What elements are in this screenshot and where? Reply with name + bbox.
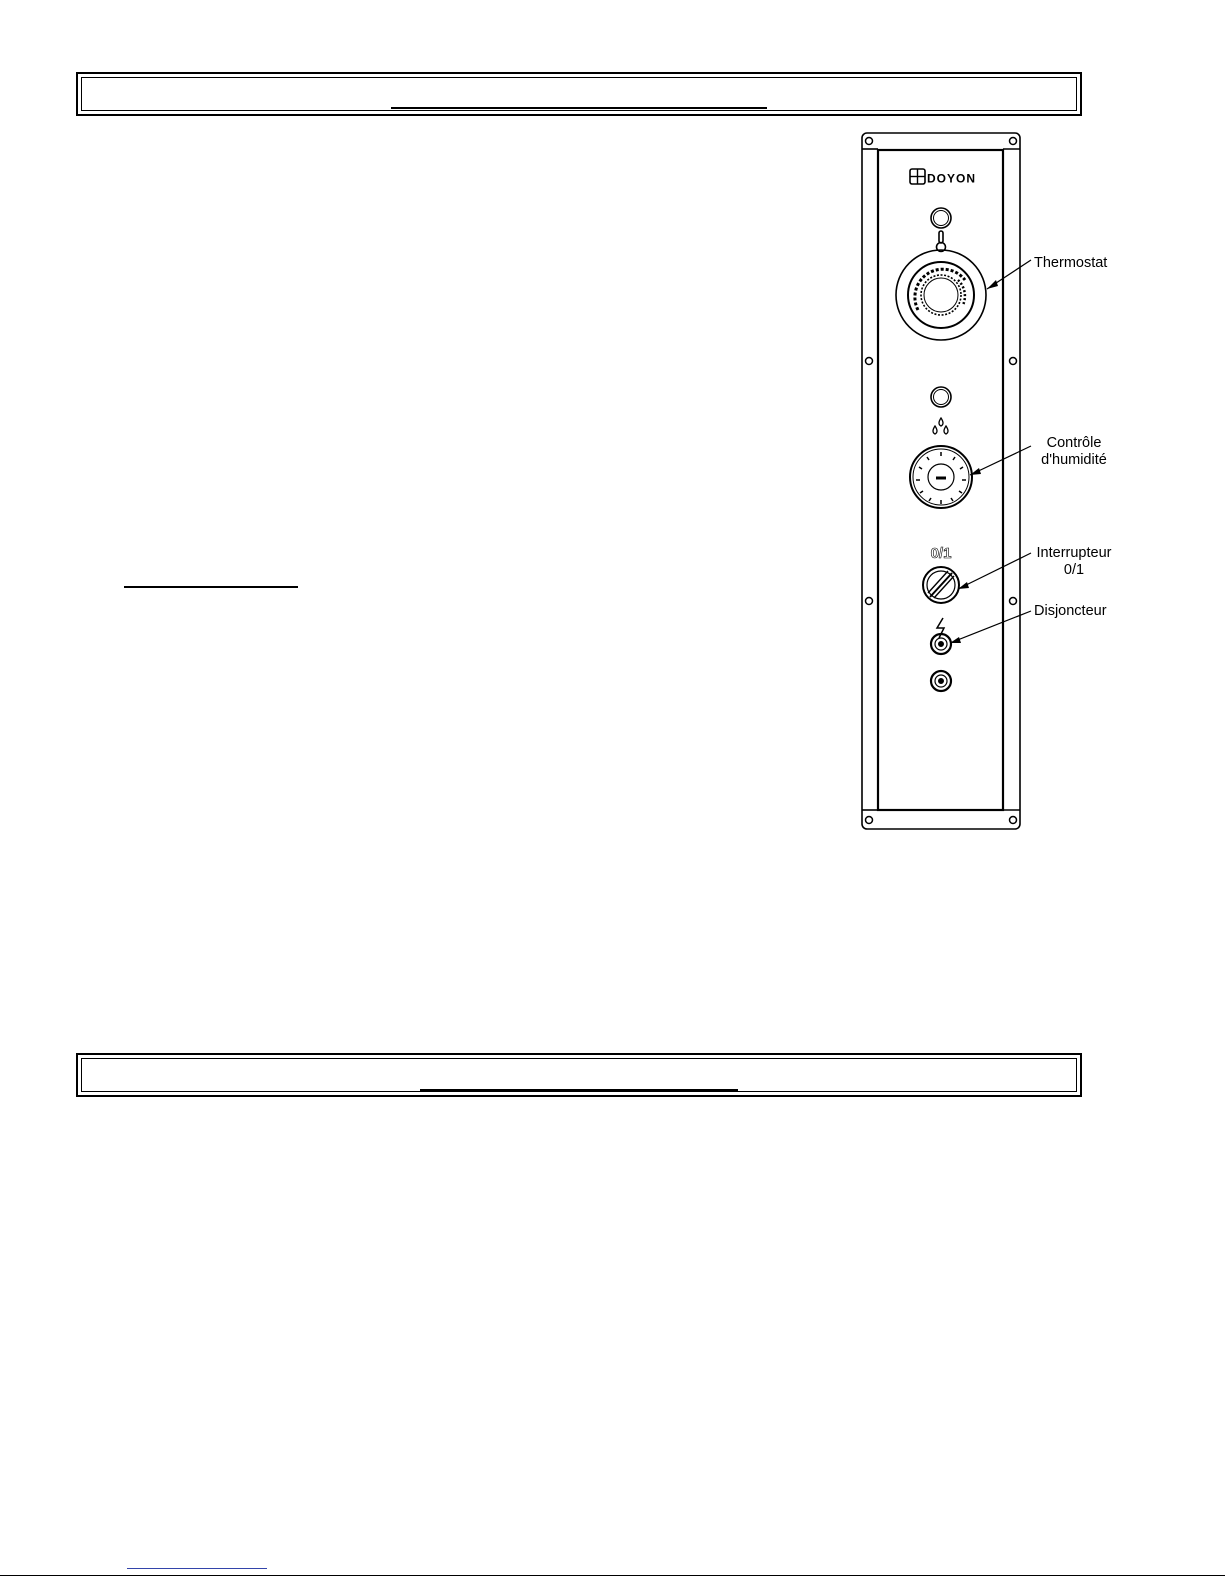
breaker-callout	[1034, 603, 1107, 620]
thermostat-label: Thermostat	[1034, 255, 1108, 271]
thermostat-callout	[1034, 255, 1107, 272]
humidity-label-line2: d'humidité	[1041, 452, 1107, 468]
mounting-holes	[866, 138, 1017, 824]
leader-arrowheads	[950, 280, 998, 643]
humidity-callout	[1034, 435, 1114, 469]
logo-text: DOYON	[927, 171, 977, 186]
footer-rule	[0, 1575, 1225, 1576]
switch-symbol-label: 0/1	[930, 545, 952, 562]
breaker-label: Disjoncteur	[1034, 603, 1107, 619]
secondary-breaker-button[interactable]	[931, 671, 951, 691]
doyon-logo	[910, 169, 976, 186]
on-off-switch[interactable]	[923, 567, 959, 603]
panel-outer-frame	[862, 133, 1020, 829]
switch-label-line2: 0/1	[1063, 562, 1085, 578]
thermostat-knob[interactable]	[896, 250, 986, 340]
switch-label-line1: Interrupteur	[1036, 545, 1112, 561]
switch-callout	[1032, 545, 1116, 579]
circuit-breaker-button[interactable]	[931, 634, 951, 654]
humidity-drops-icon	[933, 418, 948, 434]
humidity-label-line1: Contrôle	[1046, 435, 1102, 451]
humidity-control-knob[interactable]	[910, 446, 972, 508]
panel-face	[878, 150, 1003, 810]
thermometer-icon	[937, 231, 946, 252]
callout-leader-lines	[950, 260, 1031, 643]
footer-link-underline	[127, 1568, 267, 1569]
